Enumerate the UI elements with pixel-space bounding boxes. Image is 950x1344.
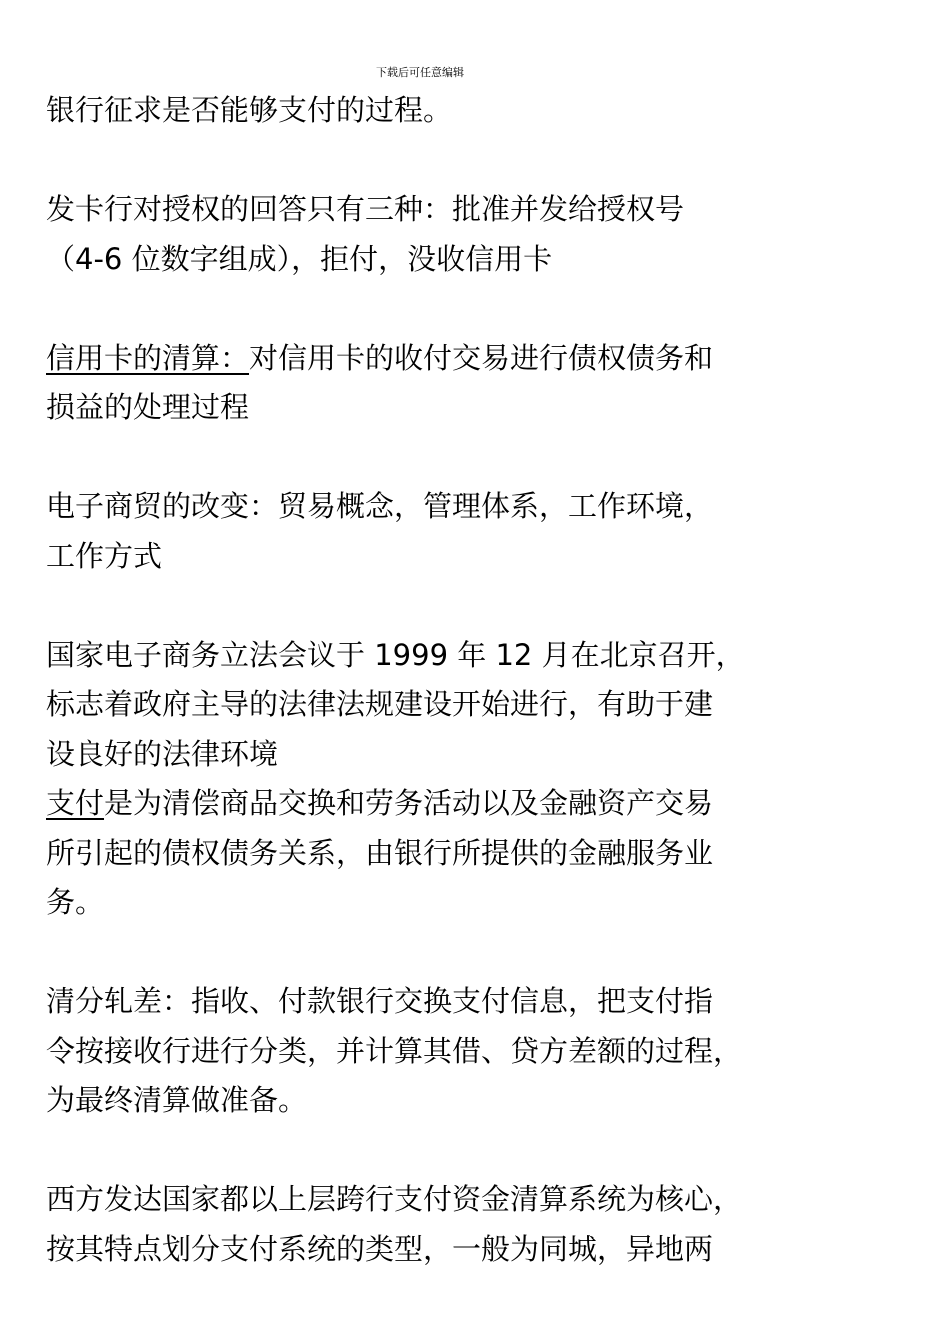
paragraph-3	[46, 334, 816, 433]
paragraph-line: 西方发达国家都以上层跨行支付资金清算系统为核心，	[46, 1182, 743, 1216]
paragraph-gap	[46, 1126, 816, 1176]
underlined-term: 支付	[46, 786, 105, 820]
paragraph-line: 标志着政府主导的法律法规建设开始进行，有助于建	[46, 687, 714, 721]
paragraph-text: 是为清偿商品交换和劳务活动以及金融资产交易	[104, 786, 714, 820]
underlined-term: 信用卡的清算：	[46, 340, 250, 375]
paragraph-line: 为最终清算做准备。	[46, 1083, 308, 1117]
paragraph-line: 令按接收行进行分类，并计算其借、贷方差额的过程，	[46, 1033, 743, 1068]
paragraph-line: 清分轧差：指收、付款银行交换支付信息，把支付指	[46, 984, 714, 1018]
paragraph-8	[46, 1175, 816, 1274]
paragraph-line: 设良好的法律环境	[46, 736, 279, 771]
paragraph-1	[46, 86, 816, 136]
paragraph-gap	[46, 581, 816, 631]
paragraph-line: 损益的处理过程	[46, 390, 250, 424]
paragraph-text: 对信用卡的收付交易进行债权债务和	[249, 340, 714, 375]
paragraph-gap	[46, 433, 816, 483]
paragraph-gap	[46, 928, 816, 978]
paragraph-gap	[46, 284, 816, 334]
paragraph-line: （4-6 位数字组成），拒付，没收信用卡	[46, 241, 553, 276]
paragraph-7	[46, 977, 816, 1126]
paragraph-line: 国家电子商务立法会议于 1999 年 12 月在北京召开，	[46, 637, 745, 672]
paragraph-line: 按其特点划分支付系统的类型，一般为同城，异地两	[46, 1231, 714, 1266]
paragraph-line	[46, 779, 816, 829]
paragraph-line: 所引起的债权债务关系，由银行所提供的金融服务业	[46, 835, 714, 870]
header-note: 下载后可任意编辑	[376, 66, 464, 79]
paragraph-gap	[46, 136, 816, 186]
paragraph-line: 银行征求是否能够支付的过程。	[46, 93, 453, 127]
paragraph-line: 发卡行对授权的回答只有三种：批准并发给授权号	[46, 192, 685, 226]
paragraph-6	[46, 779, 816, 928]
document-body	[46, 86, 816, 1274]
paragraph-4	[46, 482, 816, 581]
paragraph-line: 工作方式	[46, 538, 163, 573]
paragraph-line	[46, 334, 816, 384]
paragraph-2	[46, 185, 816, 284]
paragraph-line: 电子商贸的改变：贸易概念，管理体系，工作环境，	[46, 489, 714, 523]
paragraph-line: 务。	[46, 885, 105, 919]
paragraph-5	[46, 631, 816, 780]
